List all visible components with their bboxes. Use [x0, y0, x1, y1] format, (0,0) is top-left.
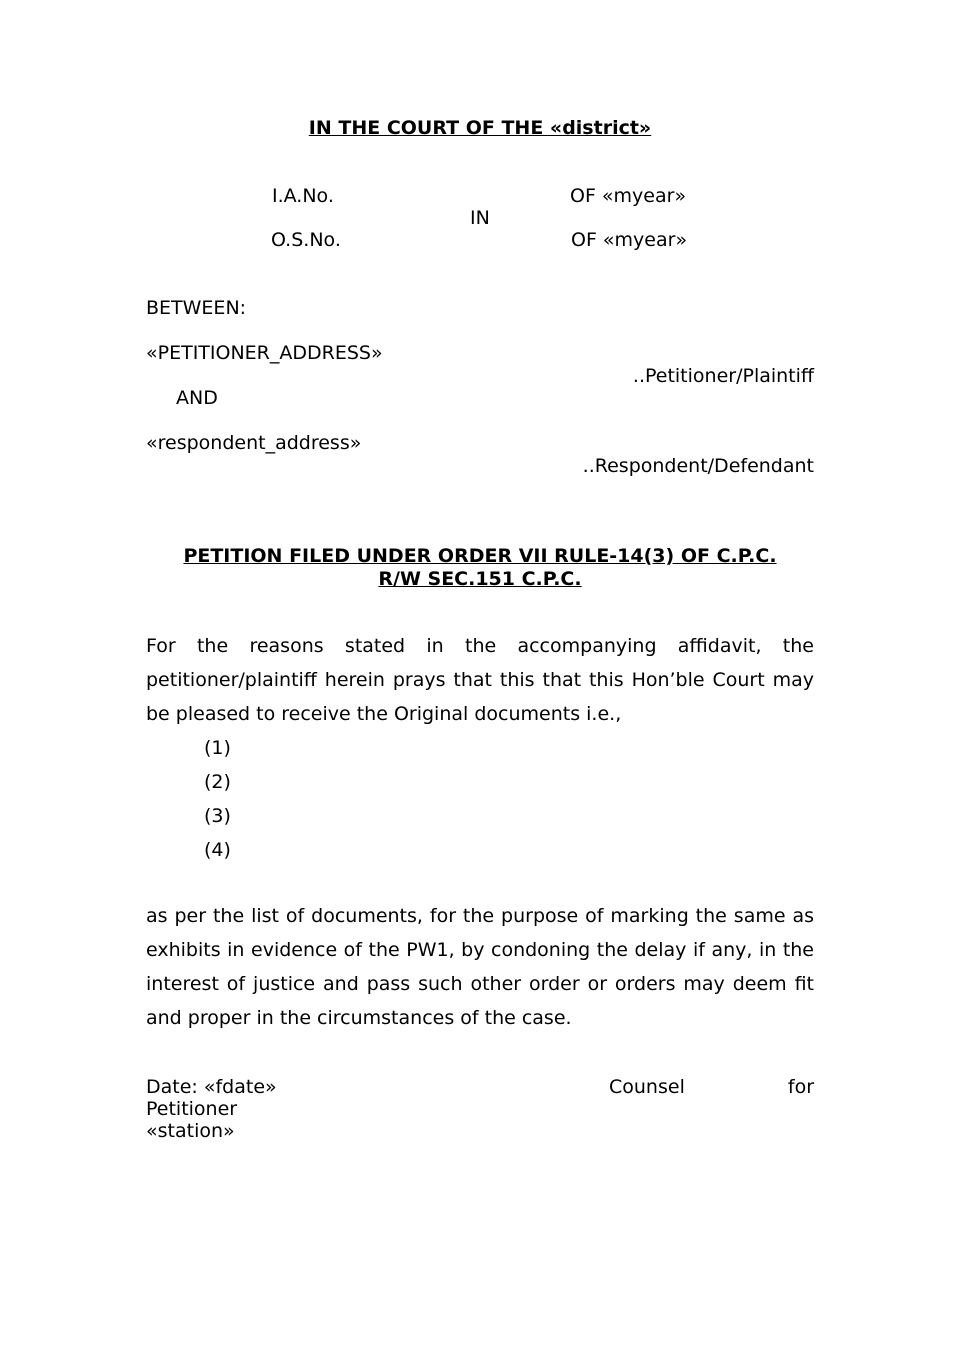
petitioner-role: ..Petitioner/Plaintiff: [632, 365, 814, 387]
ia-year: OF «myear»: [570, 185, 687, 207]
in-label: IN: [470, 207, 490, 229]
os-number-label: O.S.No.: [271, 229, 341, 251]
petitioner-word: Petitioner: [146, 1098, 238, 1120]
os-year: OF «myear»: [571, 229, 688, 251]
ia-number-label: I.A.No.: [272, 185, 334, 207]
court-title: IN THE COURT OF THE «district»: [308, 117, 652, 139]
respondent-address: «respondent_address»: [146, 432, 362, 454]
petition-intro-paragraph: For the reasons stated in the accompanying affidavit, the petitioner/plaintiff herein prays that this that this Hon’ble Court may be pleased to receive the Original documents i.e.,: [146, 635, 814, 725]
document-item-3: (3): [204, 805, 231, 827]
petition-title-line2: R/W SEC.151 C.P.C.: [378, 568, 582, 590]
petition-closing-paragraph: as per the list of documents, for the purpose of marking the same as exhibits in evidence of the PW1, by condoning the delay if any, in the interest of justice and pass such other order or orders may deem fit and proper in the circumstances of the case.: [146, 905, 814, 1029]
respondent-role: ..Respondent/Defendant: [582, 455, 814, 477]
petitioner-address: «PETITIONER_ADDRESS»: [146, 342, 383, 364]
document-item-4: (4): [204, 839, 231, 861]
document-item-1: (1): [204, 737, 231, 759]
for-word: for: [787, 1076, 814, 1098]
date-label: Date: «fdate»: [146, 1076, 277, 1098]
and-label: AND: [176, 387, 218, 409]
counsel-word: Counsel: [609, 1076, 685, 1098]
petition-title-line1: PETITION FILED UNDER ORDER VII RULE-14(3) OF C.P.C.: [183, 545, 777, 567]
station: «station»: [146, 1120, 235, 1142]
document-item-2: (2): [204, 771, 231, 793]
between-label: BETWEEN:: [146, 297, 247, 319]
